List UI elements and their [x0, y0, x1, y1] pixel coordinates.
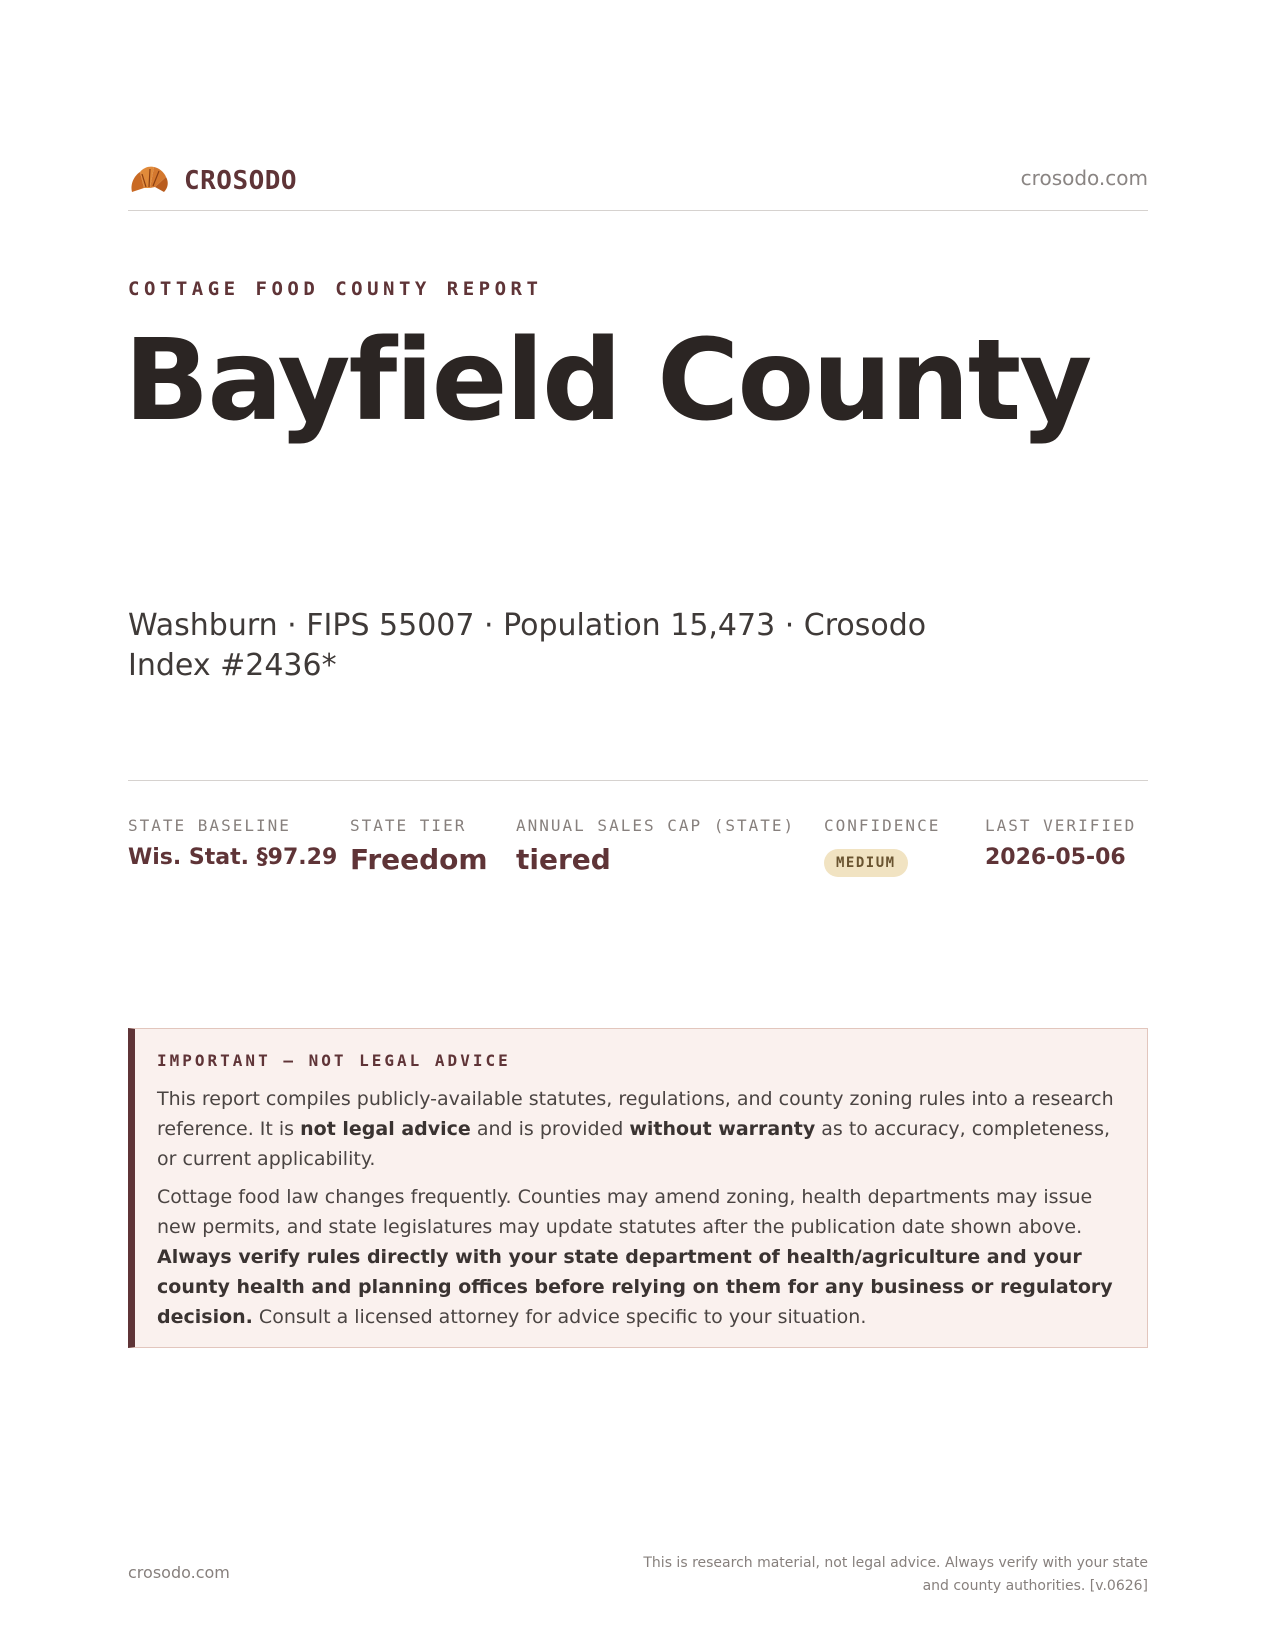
- stat-confidence: [824, 816, 940, 877]
- stat-label: CONFIDENCE: [824, 816, 941, 835]
- page-header: [128, 158, 1148, 211]
- page-title: Bayfield County: [124, 316, 1091, 446]
- stat-value: Freedom: [350, 843, 488, 876]
- notice-paragraph-1: This report compiles publicly-available statutes, regulations, and county zoning rules into a research reference. It is not legal advice and is provided without warranty as to accuracy, completeness, or current applicability.: [157, 1088, 1114, 1170]
- report-page: [124, 0, 1148, 1650]
- brand[interactable]: [128, 162, 297, 200]
- notice-title: IMPORTANT — NOT LEGAL ADVICE: [157, 1051, 511, 1070]
- croissant-icon: [128, 162, 170, 200]
- footer-disclaimer: This is research material, not legal advice. Always verify with your state and county authorities. [v.0626]: [643, 1555, 1148, 1594]
- report-eyebrow: COTTAGE FOOD COUNTY REPORT: [128, 278, 543, 300]
- stats-divider: [128, 780, 1148, 781]
- stat-value: tiered: [516, 843, 611, 876]
- stat-label: LAST VERIFIED: [985, 816, 1137, 835]
- stat-annual-sales-cap: [516, 816, 795, 876]
- county-subtitle: Washburn · FIPS 55007 · Population 15,473 · Crosodo Index #2436*: [128, 608, 927, 683]
- brand-name: CROSODO: [184, 166, 298, 196]
- stat-state-tier: [350, 816, 488, 876]
- stat-value: Wis. Stat. §97.29: [128, 845, 338, 870]
- notice-paragraph-2: Cottage food law changes frequently. Counties may amend zoning, health departments may issue new permits, and state legislatures may update statutes after the publication date shown above. Always verify rules directly with your state department of health/agriculture and your county health and planning offices before relying on them for any business or regulatory decision. Consult a licensed attorney for advice specific to your situation.: [157, 1186, 1113, 1328]
- stat-label: STATE BASELINE: [128, 816, 291, 835]
- legal-notice: [128, 1028, 1148, 1348]
- stat-last-verified: [985, 816, 1136, 870]
- footer-url[interactable]: crosodo.com: [128, 1563, 230, 1582]
- stat-state-baseline: [128, 816, 337, 870]
- confidence-badge: MEDIUM: [824, 849, 908, 877]
- header-url[interactable]: crosodo.com: [1020, 166, 1148, 190]
- stat-label: STATE TIER: [350, 816, 467, 835]
- stat-label: ANNUAL SALES CAP (STATE): [516, 816, 796, 835]
- stat-value: 2026-05-06: [985, 845, 1126, 870]
